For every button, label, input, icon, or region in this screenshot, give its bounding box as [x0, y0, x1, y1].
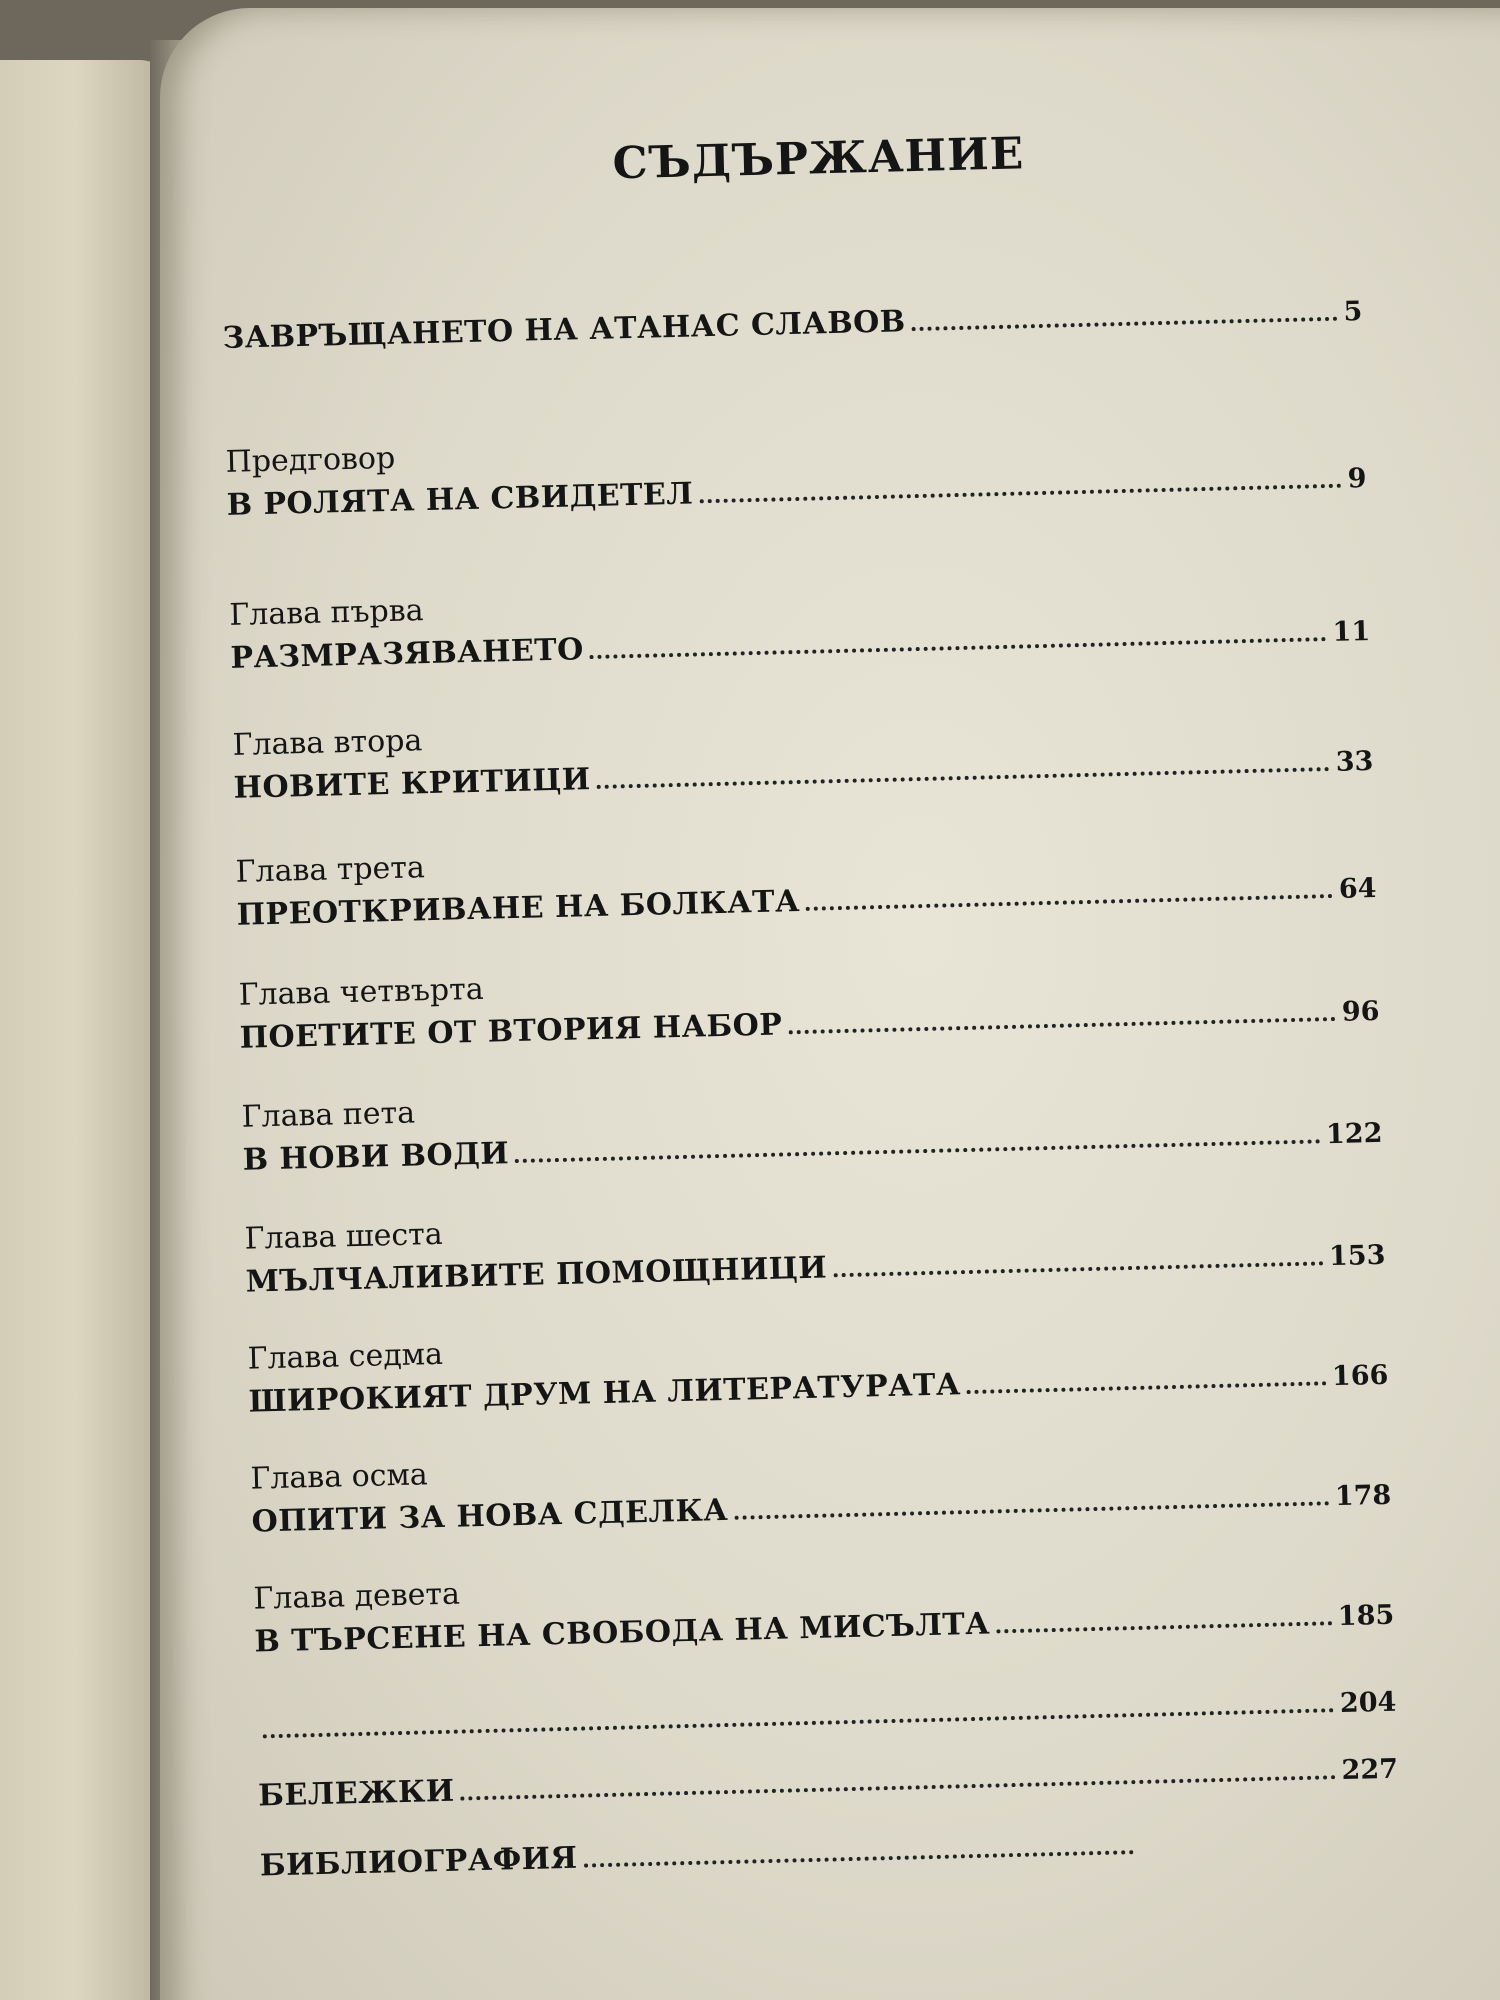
book-page — [160, 8, 1500, 2000]
toc-line — [259, 1824, 1140, 1887]
dot-leader — [583, 1840, 1134, 1867]
toc-content — [218, 116, 1500, 1884]
toc-entry-page: 178 — [1334, 1479, 1392, 1513]
toc-entry-title: ЗАВРЪЩАНЕТО НА АТАНАС СЛАВОВ — [222, 304, 907, 356]
toc-entry-page: 227 — [1341, 1753, 1399, 1787]
toc-entry-page: 96 — [1341, 995, 1380, 1028]
toc-line — [256, 1682, 1397, 1752]
toc-entry-page: 122 — [1325, 1117, 1383, 1151]
toc-entry-kicker: Глава седма — [247, 1336, 444, 1377]
toc-entry-page: 204 — [1339, 1686, 1397, 1720]
toc-entry-page: 153 — [1328, 1239, 1386, 1273]
toc-entry-kicker: Глава пета — [241, 1095, 416, 1135]
toc-entry-kicker: Глава трета — [235, 850, 426, 890]
toc-title: СЪДЪРЖАНИЕ — [612, 128, 1025, 190]
toc-entry-page: 64 — [1338, 872, 1377, 905]
toc-entry-page: 185 — [1337, 1599, 1395, 1633]
toc-entry-page: 33 — [1335, 745, 1374, 778]
toc-entry — [247, 1312, 1389, 1425]
toc-entry-title: НОВИТЕ КРИТИЦИ — [233, 762, 591, 806]
toc-line — [258, 1748, 1399, 1819]
toc-entry-title: В НОВИ ВОДИ — [242, 1136, 510, 1178]
toc-entry — [244, 1192, 1386, 1305]
toc-entry — [232, 698, 1374, 811]
toc-entry — [235, 825, 1377, 938]
toc-entry-page: 11 — [1332, 615, 1371, 648]
left-page — [0, 60, 170, 2000]
toc-entry — [250, 1432, 1392, 1545]
dot-leader — [515, 1129, 1320, 1163]
toc-line — [222, 290, 1363, 361]
dot-leader — [263, 1698, 1335, 1738]
toc-entry-kicker: Глава девета — [253, 1576, 461, 1617]
toc-entry-title: ШИРОКИЯТ ДРУМ НА ЛИТЕРАТУРАТА — [248, 1367, 962, 1420]
dot-leader — [734, 1491, 1329, 1520]
toc-entry-kicker: Глава първа — [228, 593, 424, 633]
toc-entry-title: ОПИТИ ЗА НОВА СДЕЛКА — [251, 1492, 729, 1540]
dot-leader — [590, 627, 1327, 659]
dot-leader — [912, 307, 1338, 331]
dot-leader — [460, 1765, 1335, 1800]
dot-leader — [967, 1371, 1326, 1394]
toc-entry-kicker: Предговор — [225, 440, 396, 480]
toc-entry-page: 5 — [1343, 296, 1363, 328]
dot-leader — [699, 474, 1342, 504]
toc-entry-page: 9 — [1347, 463, 1367, 495]
toc-entry — [258, 1748, 1399, 1819]
toc-entry-title: В РОЛЯТА НА СВИДЕТЕЛ — [226, 476, 694, 523]
dot-leader — [996, 1611, 1332, 1633]
toc-entry-title: БЕЛЕЖКИ — [257, 1773, 456, 1814]
toc-entry-kicker: Глава втора — [232, 723, 423, 763]
toc-entry-title: В ТЪРСЕНЕ НА СВОБОДА НА МИСЪЛТА — [254, 1606, 991, 1660]
dot-leader — [833, 1251, 1323, 1277]
toc-entry-title: БИБЛИОГРАФИЯ — [259, 1840, 578, 1884]
dot-leader — [596, 757, 1330, 789]
toc-entry — [238, 948, 1380, 1061]
dot-leader — [788, 1007, 1336, 1034]
toc-entry-kicker: Глава четвърта — [238, 971, 485, 1013]
dot-leader — [806, 884, 1333, 911]
toc-entry-title: МЪЛЧАЛИВИТЕ ПОМОЩНИЦИ — [245, 1250, 828, 1300]
toc-entry-kicker: Глава шеста — [244, 1216, 444, 1257]
toc-entry — [241, 1070, 1383, 1183]
toc-entry-kicker: Глава осма — [250, 1457, 429, 1497]
toc-entry-title: ПОЕТИТЕ ОТ ВТОРИЯ НАБОР — [239, 1007, 783, 1056]
toc-entry-title: ПРЕОТКРИВАНЕ НА БОЛКАТА — [236, 884, 801, 933]
toc-entry — [253, 1552, 1395, 1665]
toc-entry — [222, 290, 1363, 361]
toc-entry-page: 166 — [1331, 1359, 1389, 1393]
toc-entry-title: РАЗМРАЗЯВАНЕТО — [230, 632, 585, 676]
toc-entry — [259, 1824, 1140, 1887]
toc-entry — [256, 1682, 1397, 1752]
toc-entry — [229, 568, 1371, 681]
toc-entry — [225, 415, 1367, 528]
